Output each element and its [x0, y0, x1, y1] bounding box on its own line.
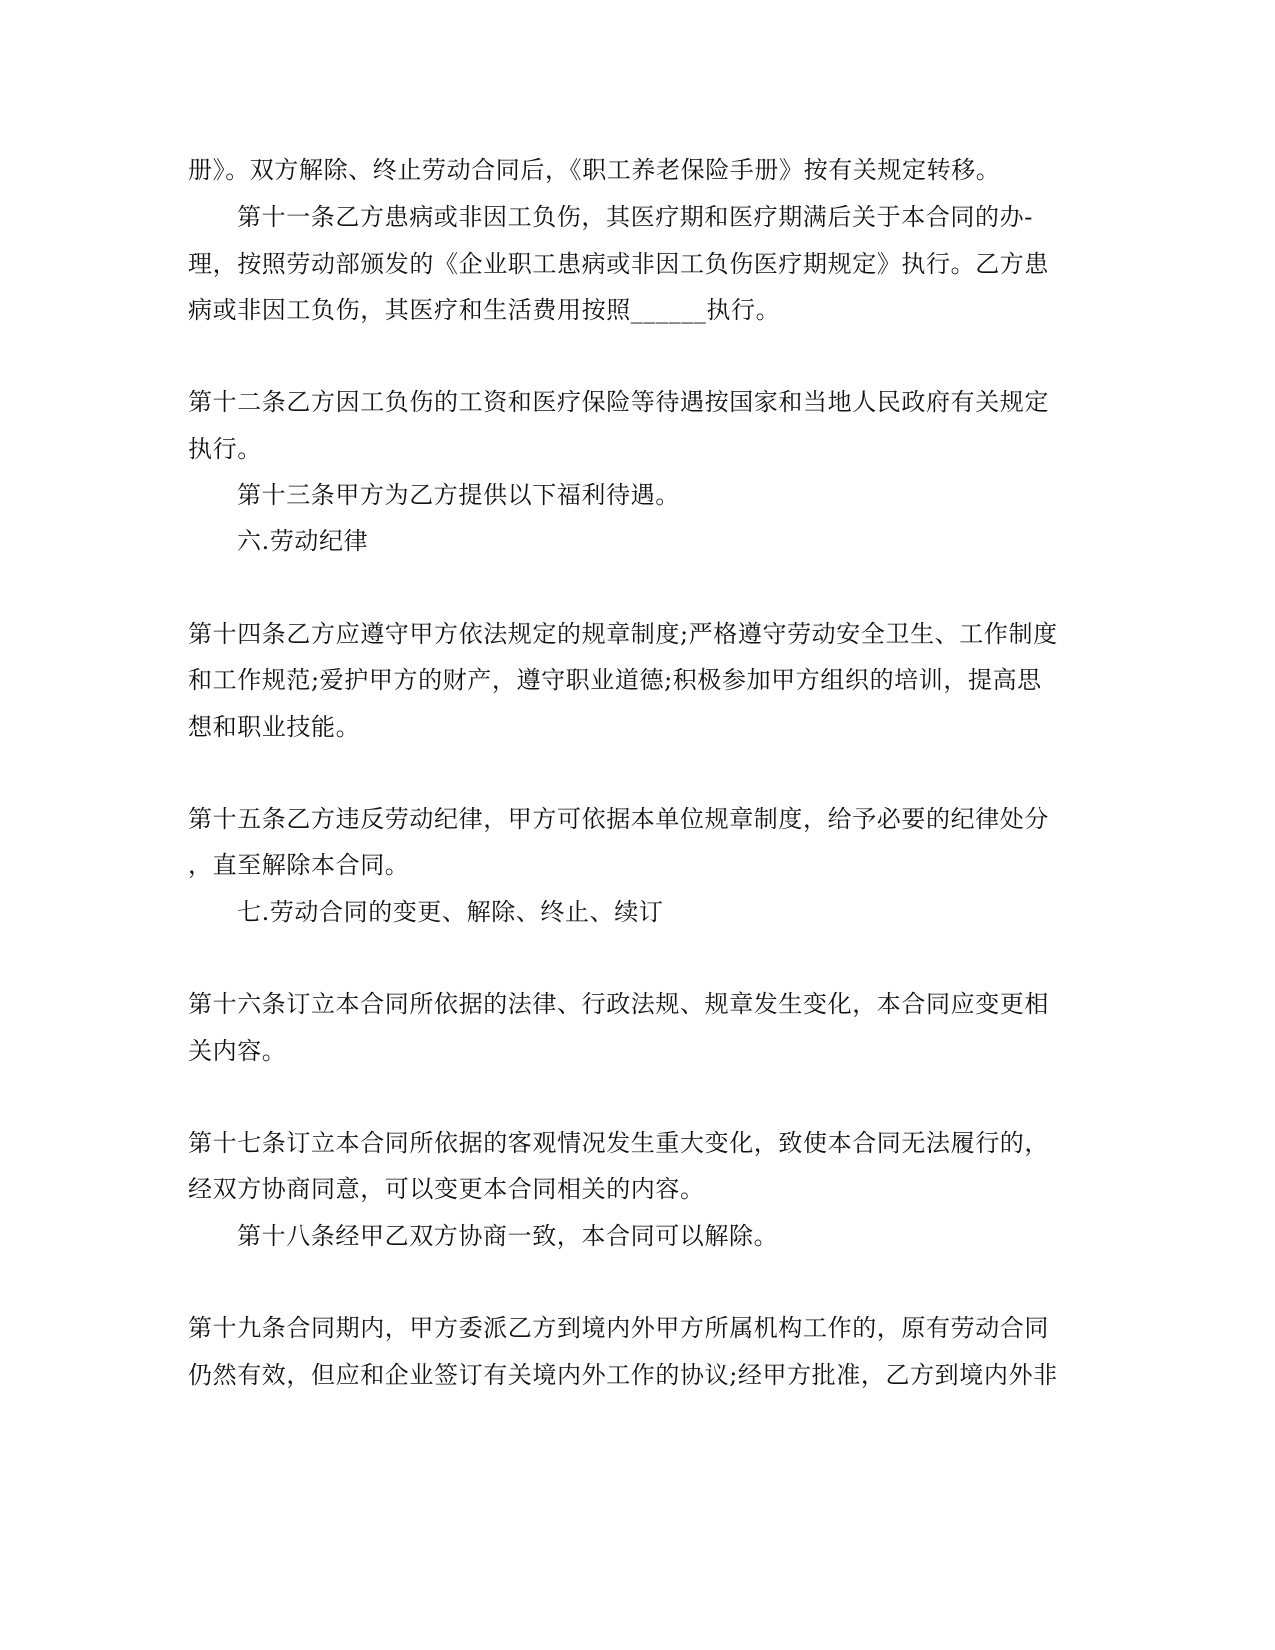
text-line: 想和职业技能。 — [188, 713, 361, 741]
text-line: 和工作规范;爱护甲方的财产，遵守职业道德;积极参加甲方组织的培训，提高思 — [188, 666, 1042, 694]
article-16-line: 第十六条订立本合同所依据的法律、行政法规、规章发生变化，本合同应变更相 — [188, 990, 1049, 1018]
text-line: 病或非因工负伤，其医疗和生活费用按照______执行。 — [188, 296, 781, 324]
text-line: 理，按照劳动部颁发的《企业职工患病或非因工负伤医疗期规定》执行。乙方患 — [188, 250, 1049, 278]
article-11-heading-line: 第十一条乙方患病或非因工负伤，其医疗期和医疗期满后关于本合同的办- — [237, 203, 1033, 231]
article-19-line: 第十九条合同期内，甲方委派乙方到境内外甲方所属机构工作的，原有劳动合同 — [188, 1314, 1049, 1342]
article-12-line: 第十二条乙方因工负伤的工资和医疗保险等待遇按国家和当地人民政府有关规定 — [188, 388, 1049, 416]
text-line: 执行。 — [188, 435, 262, 463]
text-line: 关内容。 — [188, 1037, 287, 1065]
text-line: 经双方协商同意，可以变更本合同相关的内容。 — [188, 1175, 705, 1203]
section-heading-labor-discipline: 六.劳动纪律 — [237, 527, 369, 555]
article-15-line: 第十五条乙方违反劳动纪律，甲方可依据本单位规章制度，给予必要的纪律处分 — [188, 805, 1049, 833]
text-line: 册》。双方解除、终止劳动合同后，《职工养老保险手册》按有关规定转移。 — [188, 156, 1001, 184]
text-line: 仍然有效，但应和企业签订有关境内外工作的协议;经甲方批准，乙方到境内外非 — [188, 1361, 1058, 1389]
article-13-line: 第十三条甲方为乙方提供以下福利待遇。 — [237, 481, 680, 509]
section-heading-contract-changes: 七.劳动合同的变更、解除、终止、续订 — [237, 898, 664, 926]
text-line: ，直至解除本合同。 — [188, 851, 410, 879]
article-18-line: 第十八条经甲乙双方协商一致，本合同可以解除。 — [237, 1222, 779, 1250]
article-14-line: 第十四条乙方应遵守甲方依法规定的规章制度;严格遵守劳动安全卫生、工作制度 — [188, 620, 1058, 648]
article-17-line: 第十七条订立本合同所依据的客观情况发生重大变化，致使本合同无法履行的， — [188, 1129, 1049, 1157]
